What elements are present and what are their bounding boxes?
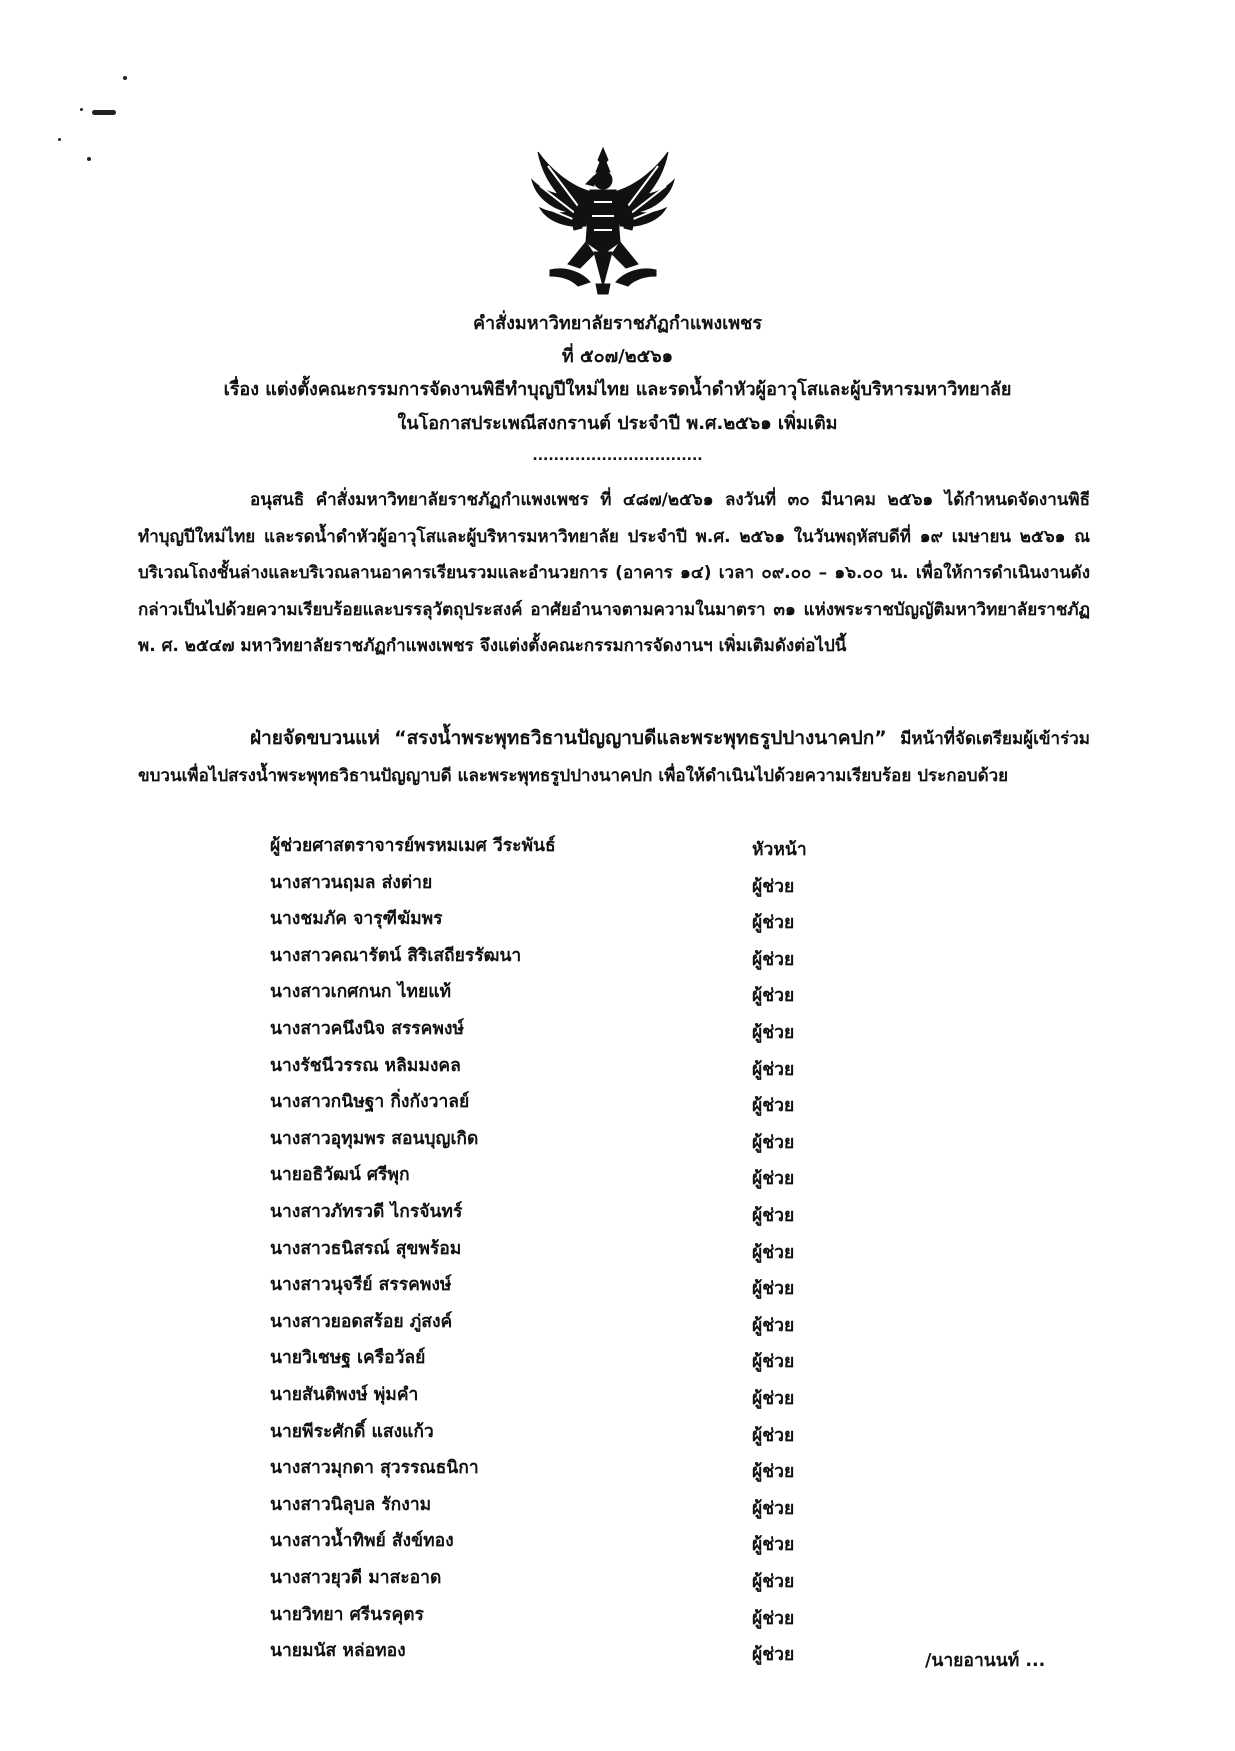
member-name: นางสาวคนึงนิจ สรรคพงษ์	[270, 1019, 464, 1039]
member-name: นายพีระศักดิ์ แสงแก้ว	[270, 1421, 434, 1442]
member-name: นางสาวนุจรีย์ สรรคพงษ์	[270, 1275, 452, 1296]
intro-paragraph	[138, 482, 1090, 665]
member-role: ผู้ช่วย	[752, 1206, 795, 1226]
member-name: นางสาวยอดสร้อย ภู่สงค์	[270, 1311, 453, 1332]
member-role: ผู้ช่วย	[752, 1315, 795, 1336]
member-name: ผู้ช่วยศาสตราจารย์พรหมเมศ วีระพันธ์	[270, 836, 556, 856]
member-role: ผู้ช่วย	[752, 986, 795, 1007]
member-name: นายมนัส หล่อทอง	[270, 1641, 406, 1662]
member-name: นายสันติพงษ์ พุ่มคำ	[270, 1385, 419, 1405]
subject-line-2: ในโอกาสประเพณีสงกรานต์ ประจำปี พ.ศ.๒๕๖๑ เพิ่มเติม	[397, 413, 838, 434]
member-role: ผู้ช่วย	[752, 1645, 795, 1666]
member-role: ผู้ช่วย	[752, 1242, 795, 1263]
member-role: ผู้ช่วย	[752, 1023, 795, 1043]
member-name: นางสาวกนิษฐา กิ่งกังวาลย์	[270, 1092, 470, 1113]
member-role: ผู้ช่วย	[752, 876, 795, 897]
member-role: ผู้ช่วย	[752, 1389, 795, 1409]
subject-line-1: เรื่อง แต่งตั้งคณะกรรมการจัดงานพิธีทำบุญปีใหม่ไทย และรดน้ำดำหัวผู้อาวุโสและผู้บริหารมหาวิทยาลัย	[223, 379, 1012, 400]
member-role: ผู้ช่วย	[752, 1059, 795, 1080]
garuda-emblem-icon	[528, 146, 678, 296]
member-name: นางสาวนฤมล ส่งต่าย	[270, 872, 433, 893]
member-name: นายวิเชษฐ เครือวัลย์	[270, 1348, 426, 1369]
intro-text: อนุสนธิ คำสั่งมหาวิทยาลัยราชภัฏกำแพงเพชร ที่ ๔๘๗/๒๕๖๑ ลงวันที่ ๓๐ มีนาคม ๒๕๖๑ ได้กำหนดจัดงานพิธีทำบุญปีใหม่ไทย และรดน้ำดำหัวผู้อาวุโสและผู้บริหารมหาวิทยาลัย ประจำปี พ.ศ. ๒๕๖๑ ในวันพฤหัสบดีที่ ๑๙ เมษายน ๒๕๖๑ ณ บริเวณโถงชั้นล่างและบริเวณลานอาคารเรียนรวมและอำนวยการ (อาคาร ๑๔) เวลา ๐๙.๐๐ – ๑๖.๐๐ น. เพื่อให้การดำเนินงานดังกล่าวเป็นไปด้วยความเรียบร้อยและบรรลุวัตถุประสงค์ อาศัยอำนาจตามความในมาตรา ๓๑ แห่งพระราชบัญญัติมหาวิทยาลัยราชภัฏ พ. ศ. ๒๕๔๗ มหาวิทยาลัยราชภัฏกำแพงเพชร จึงแต่งตั้งคณะกรรมการจัดงานฯ เพิ่มเติมดังต่อไปนี้	[138, 490, 1090, 656]
member-role: ผู้ช่วย	[752, 1608, 795, 1629]
member-role: ผู้ช่วย	[752, 913, 795, 934]
scan-speck	[123, 76, 127, 80]
member-name: นางชมภัค จารุฑีฆัมพร	[270, 909, 443, 930]
member-name: นายอธิวัฒน์ ศรีพุก	[270, 1165, 410, 1186]
member-role: ผู้ช่วย	[752, 1096, 795, 1117]
scan-speck	[87, 157, 91, 161]
member-name: นางสาวนิลุบล รักงาม	[270, 1494, 432, 1515]
member-role: ผู้ช่วย	[752, 1425, 795, 1446]
scan-speck	[58, 138, 61, 141]
member-role: ผู้ช่วย	[752, 1132, 795, 1153]
scan-speck	[80, 108, 83, 111]
member-role: ผู้ช่วย	[752, 1352, 795, 1373]
separator-dots: ................................	[532, 448, 703, 464]
member-name: นางสาวมุกดา สุวรรณธนิกา	[270, 1458, 479, 1479]
member-name: นางสาวยุวดี มาสะอาด	[270, 1568, 442, 1588]
member-role: หัวหน้า	[752, 840, 807, 860]
member-role: ผู้ช่วย	[752, 1169, 795, 1190]
member-role: ผู้ช่วย	[752, 1498, 795, 1519]
member-role: ผู้ช่วย	[752, 1572, 795, 1592]
member-name: นางสาวธนิสรณ์ สุขพร้อม	[270, 1238, 462, 1259]
member-name: นางสาวคณารัตน์ สิริเสถียรรัฒนา	[270, 945, 522, 966]
member-name: นางสาวเกศกนก ไทยแท้	[270, 982, 452, 1003]
document-title: คำสั่งมหาวิทยาลัยราชภัฏกำแพงเพชร	[472, 313, 763, 334]
member-name: นางสาวอุทุมพร สอนบุญเกิด	[270, 1128, 479, 1149]
member-name: นางสาวน้ำทิพย์ สังข์ทอง	[270, 1531, 454, 1552]
scan-speck	[92, 110, 116, 115]
section-heading: ฝ่ายจัดขบวนแห่ “สรงน้ำพระพุทธวิธานปัญญาบดีและพระพุทธรูปปางนาคปก”	[250, 727, 887, 749]
section-text: มีหน้าที่จัดเตรียมผู้เข้าร่วมขบวนเพื่อไปสรงน้ำพระพุทธวิธานปัญญาบดี และพระพุทธรูปปางนาคปก เพื่อให้ดำเนินไปด้วยความเรียบร้อย ประกอบด้วย	[138, 729, 1090, 786]
member-role: ผู้ช่วย	[752, 1462, 795, 1483]
member-name: นางสาวภัทรวดี ไกรจันทร์	[270, 1202, 463, 1222]
member-role: ผู้ช่วย	[752, 949, 795, 970]
continued-next-page: /นายอานนท์ ...	[925, 1651, 1046, 1671]
member-role: ผู้ช่วย	[752, 1535, 795, 1556]
member-name: นายวิทยา ศรีนรคุตร	[270, 1604, 424, 1625]
order-number: ที่ ๕๐๗/๒๕๖๑	[561, 346, 674, 367]
member-role: ผู้ช่วย	[752, 1279, 795, 1300]
member-name: นางรัชนีวรรณ หลิมมงคล	[270, 1055, 461, 1076]
section-paragraph	[138, 720, 1090, 795]
